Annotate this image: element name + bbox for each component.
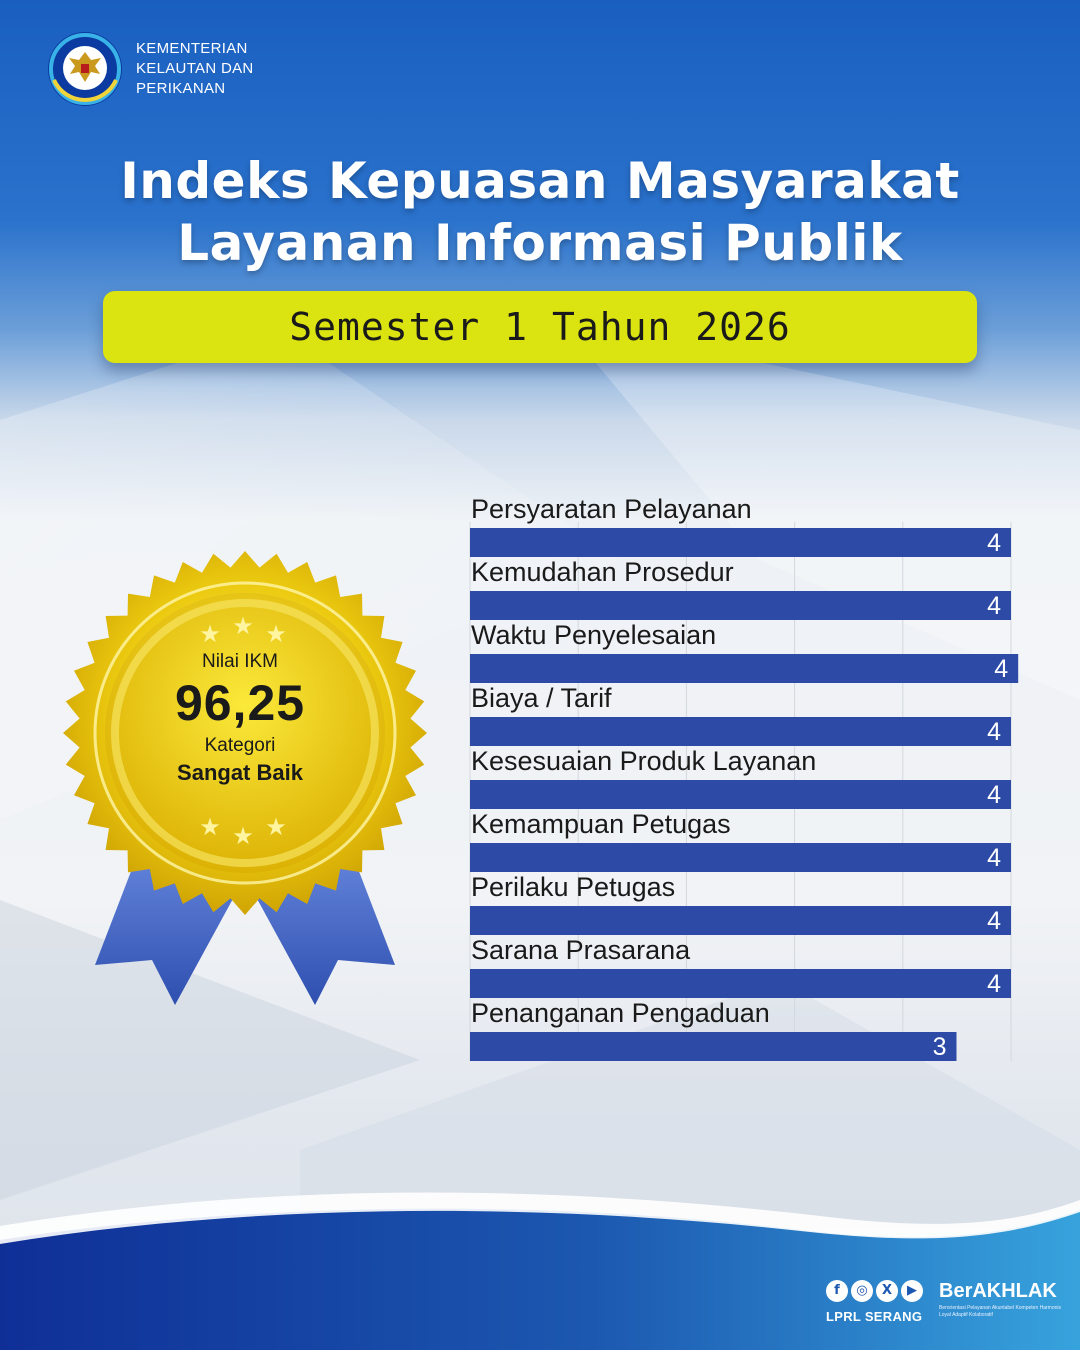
data-label: 4 — [987, 592, 1001, 620]
category-value: Sangat Baik — [177, 760, 303, 785]
ministry-name-line: KELAUTAN DAN — [136, 60, 254, 77]
category-label: Waktu Penyelesaian — [471, 620, 717, 650]
berakhlak-logo: BerAKHLAK — [939, 1280, 1057, 1302]
data-label: 4 — [987, 907, 1001, 935]
ministry-logo-block — [46, 30, 254, 108]
berakhlak-tagline: Berorientasi Pelayanan Akuntabel Kompeten Harmonis Loyal Adaptif Kolaboratif — [939, 1305, 1062, 1318]
svg-text:★: ★ — [199, 813, 221, 841]
semester-banner: Semester 1 Tahun 2026 — [103, 291, 977, 363]
category-label: Kategori — [204, 735, 276, 756]
data-label: 4 — [987, 844, 1001, 872]
category-label: Kesesuaian Produk Layanan — [471, 746, 817, 776]
social-icons — [826, 1280, 926, 1302]
title-line-1: Indeks Kepuasan Masyarakat — [120, 152, 960, 210]
title-line-2: Layanan Informasi Publik — [177, 214, 903, 272]
category-label: Perilaku Petugas — [471, 872, 676, 902]
bar — [470, 969, 1011, 998]
medal-text — [140, 650, 340, 788]
category-label: Kemudahan Prosedur — [471, 557, 734, 587]
data-label: 3 — [932, 1033, 947, 1061]
ikm-label: Nilai IKM — [201, 651, 278, 672]
instagram-icon[interactable]: ◎ — [851, 1280, 873, 1302]
footer — [822, 1275, 1072, 1335]
ministry-name-line: PERIKANAN — [136, 80, 226, 97]
data-label: 4 — [987, 529, 1001, 557]
bar — [470, 591, 1011, 620]
facebook-icon[interactable]: f — [826, 1280, 848, 1302]
data-label: 4 — [987, 718, 1001, 746]
category-label: Sarana Prasarana — [471, 935, 691, 965]
youtube-icon[interactable]: ▶ — [901, 1280, 923, 1302]
service-index-chart — [470, 490, 1015, 1070]
data-label: 4 — [987, 970, 1001, 998]
category-label: Kemampuan Petugas — [471, 809, 731, 839]
bar — [470, 654, 1018, 683]
category-label: Biaya / Tarif — [471, 683, 612, 713]
bar — [470, 717, 1011, 746]
svg-text:★: ★ — [265, 620, 287, 648]
svg-text:★: ★ — [232, 612, 254, 640]
data-label: 4 — [987, 781, 1001, 809]
bar — [470, 780, 1011, 809]
bar — [470, 906, 1011, 935]
ikm-value: 96,25 — [174, 675, 306, 731]
ministry-name — [136, 39, 254, 99]
bar — [470, 843, 1011, 872]
footer-account: LPRL SERANG — [826, 1309, 923, 1324]
data-label: 4 — [994, 655, 1009, 683]
svg-text:★: ★ — [265, 813, 287, 841]
category-label: Persyaratan Pelayanan — [471, 494, 752, 524]
x-icon[interactable]: X — [876, 1280, 898, 1302]
page-title — [0, 150, 1080, 274]
svg-text:★: ★ — [199, 620, 221, 648]
category-label: Penanganan Pengaduan — [471, 998, 770, 1028]
bar — [470, 1032, 957, 1061]
ministry-name-line: KEMENTERIAN — [136, 40, 248, 57]
garuda-emblem-icon — [46, 30, 124, 108]
svg-text:★: ★ — [232, 822, 254, 850]
bar-chart — [470, 490, 1015, 1070]
bar — [470, 528, 1011, 557]
